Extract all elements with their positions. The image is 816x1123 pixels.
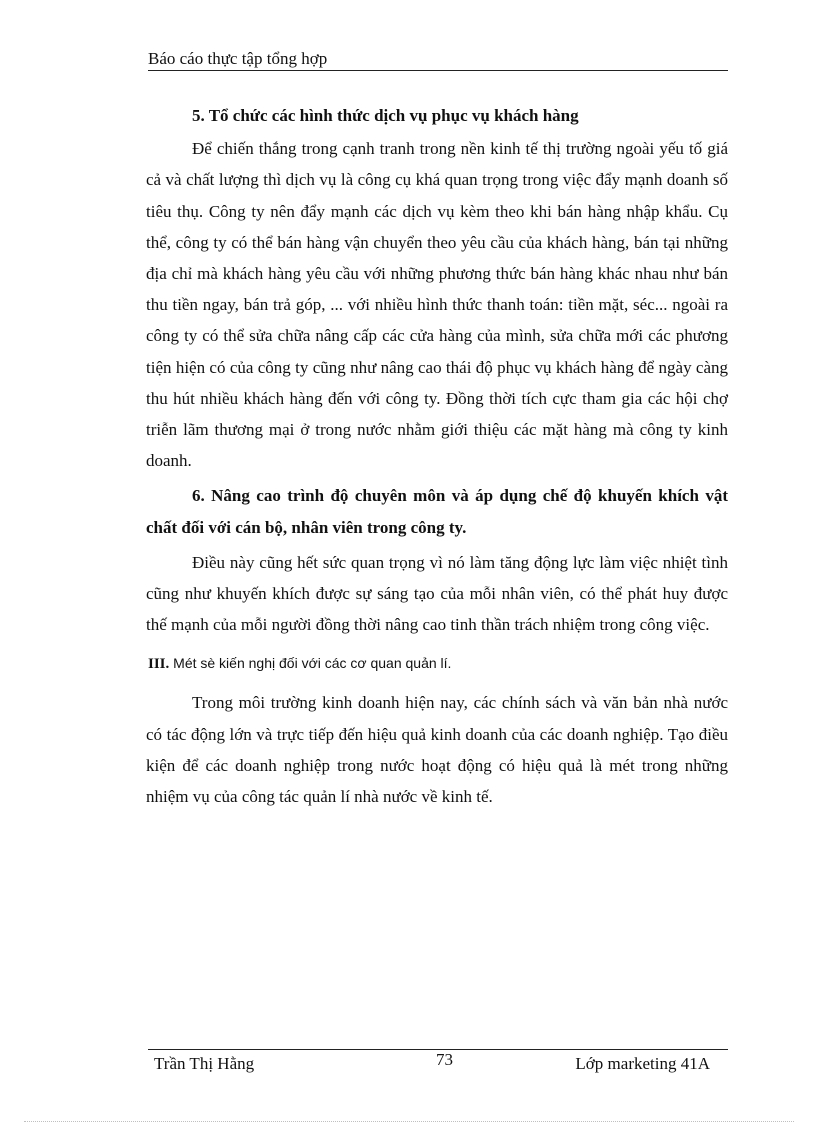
section-3-paragraph: Trong môi trường kinh doanh hiện nay, các chính sách và văn bản nhà nước có tác động lớn và trực tiếp đến hiệu quả kinh doanh của các doanh nghiệp. Tạo điều kiện để các doanh nghiệp trong nước hoạt động có hiệu quả là mét trong những nhiệm vụ của công tác quản lí nhà nước về kinh tế. — [146, 693, 728, 807]
section-5-heading: 5. Tổ chức các hình thức dịch vụ phục vụ khách hàng — [192, 106, 579, 125]
section-3-title: Mét sè kiến nghị đối với các cơ quan quản lí. — [173, 655, 452, 672]
section-6-heading: 6. Nâng cao trình độ chuyên môn và áp dụng chế độ khuyến khích vật chất đối với cán bộ, nhân viên trong công ty. — [146, 486, 728, 537]
header-title: Báo cáo thực tập tổng hợp — [148, 49, 328, 68]
footer-class: Lớp marketing 41A — [575, 1054, 710, 1073]
page-content — [146, 100, 728, 812]
footer-page-number: 73 — [436, 1050, 453, 1069]
section-5-paragraph: Để chiến thắng trong cạnh tranh trong nền kinh tế thị trường ngoài yếu tố giá cả và chất lượng thì dịch vụ là công cụ khá quan trọng trong việc đẩy mạnh doanh số tiêu thụ. Công ty nên đẩy mạnh các dịch vụ kèm theo khi bán hàng nhập khẩu. Cụ thể, công ty có thể bán hàng vận chuyển theo yêu cầu của khách hàng, bán tại những địa chỉ mà khách hàng yêu cầu với những phương thức bán hàng khác nhau như bán thu tiền ngay, bán trả góp, ... với nhiều hình thức thanh toán: tiền mặt, séc... ngoài ra công ty có thể sửa chữa nâng cấp các cửa hàng của mình, sửa chữa mới các phương tiện hiện có của công ty cũng như nâng cao thái độ phục vụ khách hàng để ngày càng thu hút nhiều khách hàng đến với công ty. Đồng thời tích cực tham gia các hội chợ triễn lãm thương mại ở trong nước nhằm giới thiệu các mặt hàng mà công ty kinh doanh. — [146, 139, 728, 471]
section-6-paragraph: Điều này cũng hết sức quan trọng vì nó làm tăng động lực làm việc nhiệt tình cũng như khuyến khích được sự sáng tạo của mỗi nhân viên, có thể phát huy được thế mạnh của mỗi người đồng thời nâng cao tinh thần trách nhiệm trong công việc. — [146, 552, 728, 635]
section-3-heading — [148, 652, 728, 675]
page-edge-divider — [24, 1121, 794, 1122]
page-header — [148, 48, 728, 71]
page-footer — [154, 1052, 710, 1076]
footer-author: Trần Thị Hằng — [154, 1054, 255, 1073]
section-3-numeral: III. — [148, 656, 170, 673]
